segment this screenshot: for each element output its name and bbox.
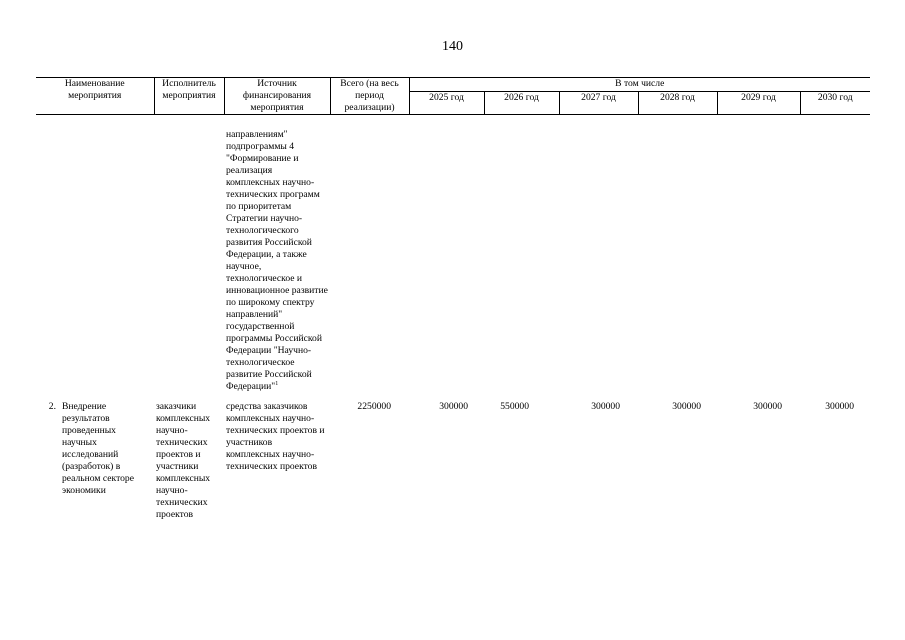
row-value: 300000 bbox=[825, 401, 854, 412]
col-header-name: Наименование мероприятия bbox=[36, 78, 154, 115]
col-header-year: 2027 год bbox=[559, 91, 638, 114]
col-header-including: В том числе bbox=[409, 78, 870, 92]
row-value bbox=[559, 129, 638, 393]
row-value: 300000 bbox=[439, 401, 468, 412]
row-total bbox=[330, 129, 409, 393]
col-header-year: 2029 год bbox=[717, 91, 800, 114]
col-header-year: 2025 год bbox=[409, 91, 484, 114]
financing-table bbox=[36, 77, 870, 521]
footnote-mark: 1 bbox=[275, 380, 279, 387]
row-name-cell bbox=[36, 129, 154, 393]
row-source: средства заказчиков комплексных научно-технических проектов и участников комплексных научно-технических проектов bbox=[226, 401, 325, 472]
row-value bbox=[638, 129, 717, 393]
col-header-year: 2026 год bbox=[484, 91, 559, 114]
table-row bbox=[36, 393, 870, 521]
col-header-executor: Исполнитель мероприятия bbox=[154, 78, 224, 115]
row-name: Внедрение результатов проведенных научных исследований (разработок) в реальном секторе экономики bbox=[62, 401, 134, 496]
row-value bbox=[484, 129, 559, 393]
col-header-year: 2030 год bbox=[800, 91, 870, 114]
row-value bbox=[717, 129, 800, 393]
row-name-cell bbox=[36, 393, 154, 521]
col-header-total: Всего (на весь период реализации) bbox=[330, 78, 409, 115]
table-row bbox=[36, 129, 870, 393]
row-executor bbox=[154, 129, 224, 393]
col-header-year: 2028 год bbox=[638, 91, 717, 114]
row-total: 2250000 bbox=[357, 401, 391, 412]
row-source: направлениям" подпрограммы 4 "Формирование и реализация комплексных научно-технических программ по приоритетам Стратегии научно-технологического развития Российской Федерации, а также научное, технологическое и инновационное развитие по широкому спектру направлений" государственной программы Российской Федерации "Научно-технологическое развитие Российской Федерации" bbox=[226, 129, 328, 392]
row-source-cell bbox=[224, 129, 330, 393]
row-value: 300000 bbox=[591, 401, 620, 412]
row-value: 550000 bbox=[500, 401, 529, 412]
row-value bbox=[800, 129, 870, 393]
row-source-cell bbox=[224, 393, 330, 521]
page-number: 140 bbox=[442, 39, 463, 54]
row-value: 300000 bbox=[753, 401, 782, 412]
col-header-source: Источник финансирования мероприятия bbox=[224, 78, 330, 115]
row-value: 300000 bbox=[672, 401, 701, 412]
row-executor: заказчики комплексных научно-технических проектов и участники комплексных научно-технических проектов bbox=[156, 401, 211, 520]
row-value bbox=[409, 129, 484, 393]
row-index: 2. bbox=[48, 401, 56, 412]
